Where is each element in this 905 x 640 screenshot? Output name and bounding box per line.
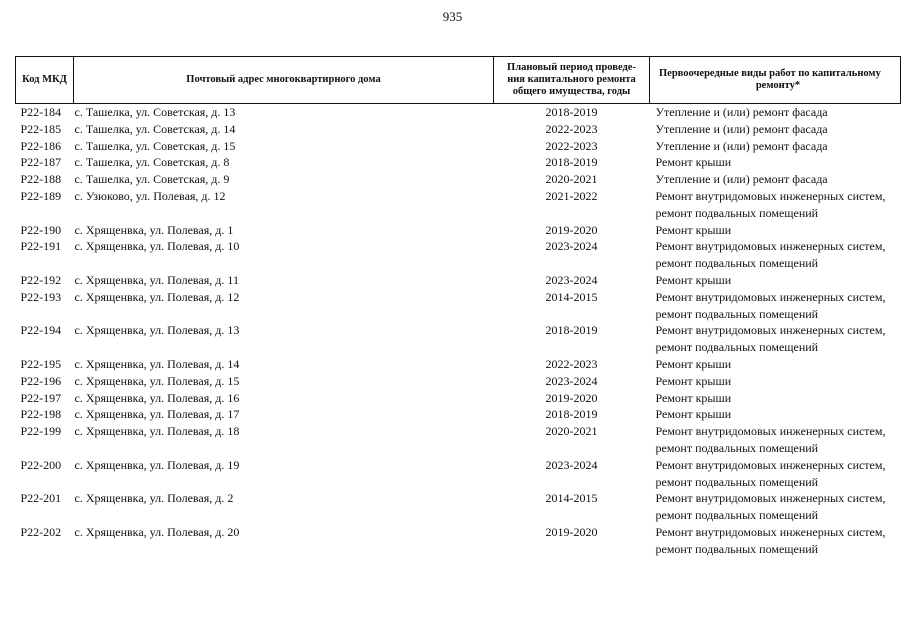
table-row	[16, 457, 901, 491]
row-period: 2019-2020	[545, 390, 598, 405]
row-works-line: Утепление и (или) ремонт фасада	[655, 121, 828, 136]
row-period: 2022-2023	[545, 121, 598, 136]
header-period-line: общего имущества, годы	[512, 86, 631, 97]
row-works-line: Ремонт внутридомовых инженерных систем,	[655, 424, 886, 439]
row-works-line: Ремонт внутридомовых инженерных систем,	[655, 491, 886, 506]
row-works	[650, 188, 901, 222]
header-period-line: Плановый период проведе-	[507, 62, 636, 73]
row-works	[650, 104, 901, 121]
table-row	[16, 222, 901, 239]
row-works-line: Ремонт крыши	[655, 390, 732, 405]
row-code: Р22-195	[20, 356, 62, 371]
row-works-line: Ремонт внутридомовых инженерных систем,	[655, 323, 886, 338]
table-row	[16, 423, 901, 457]
row-period: 2018-2019	[545, 105, 598, 119]
row-period: 2019-2020	[545, 524, 598, 539]
row-period: 2022-2023	[545, 356, 598, 371]
row-works	[650, 390, 901, 407]
row-works	[650, 356, 901, 373]
row-code: Р22-196	[20, 373, 62, 388]
row-works-line: ремонт подвальных помещений	[655, 508, 819, 523]
row-address: с. Хрященвка, ул. Полевая, д. 17	[74, 407, 240, 422]
table-row	[16, 104, 901, 121]
capital-repair-table	[15, 56, 901, 558]
row-works	[650, 138, 901, 155]
row-code: Р22-185	[20, 121, 62, 136]
row-address: с. Хрященвка, ул. Полевая, д. 2	[74, 491, 234, 506]
row-works-line: Утепление и (или) ремонт фасада	[655, 172, 828, 187]
row-code: Р22-188	[20, 172, 62, 187]
row-period: 2014-2015	[545, 289, 598, 304]
row-address: с. Хрященвка, ул. Полевая, д. 15	[74, 373, 240, 388]
row-code: Р22-189	[20, 188, 62, 203]
table-row	[16, 322, 901, 356]
row-works-line: Ремонт внутридомовых инженерных систем,	[655, 239, 886, 254]
row-code: Р22-192	[20, 272, 62, 287]
row-works-line: Ремонт крыши	[655, 155, 732, 170]
row-works	[650, 406, 901, 423]
table-row	[16, 138, 901, 155]
row-period: 2018-2019	[545, 323, 598, 338]
row-works-line: Ремонт внутридомовых инженерных систем,	[655, 457, 886, 472]
row-works	[650, 373, 901, 390]
row-address: с. Ташелка, ул. Советская, д. 14	[74, 121, 236, 136]
table-header	[16, 57, 901, 104]
row-works-line: ремонт подвальных помещений	[655, 205, 819, 220]
row-works	[650, 154, 901, 171]
row-works	[650, 524, 901, 558]
row-works	[650, 490, 901, 524]
row-works	[650, 423, 901, 457]
row-address: с. Хрященвка, ул. Полевая, д. 13	[74, 323, 240, 338]
row-address: с. Хрященвка, ул. Полевая, д. 20	[74, 524, 240, 539]
row-works	[650, 171, 901, 188]
row-works-line: Ремонт крыши	[655, 272, 732, 287]
row-code: Р22-190	[20, 222, 62, 237]
table-row	[16, 490, 901, 524]
row-code: Р22-197	[20, 390, 62, 405]
row-works-line: ремонт подвальных помещений	[655, 541, 819, 556]
header-works	[650, 57, 901, 104]
row-address: с. Хрященвка, ул. Полевая, д. 11	[74, 272, 239, 287]
row-code: Р22-191	[20, 239, 62, 254]
row-works	[650, 222, 901, 239]
row-address: с. Хрященвка, ул. Полевая, д. 1	[74, 222, 234, 237]
row-works-line: Ремонт крыши	[655, 356, 732, 371]
row-period: 2021-2022	[545, 188, 598, 203]
row-address: с. Хрященвка, ул. Полевая, д. 14	[74, 356, 240, 371]
row-period: 2022-2023	[545, 138, 598, 153]
table-row	[16, 154, 901, 171]
row-works	[650, 272, 901, 289]
row-code: Р22-200	[20, 457, 62, 472]
row-works-line: Ремонт крыши	[655, 222, 732, 237]
row-period: 2018-2019	[545, 407, 598, 422]
row-period: 2018-2019	[545, 155, 598, 170]
row-period: 2023-2024	[545, 457, 598, 472]
page-number: 935	[442, 9, 463, 24]
row-works-line: Ремонт крыши	[655, 407, 732, 422]
row-code: Р22-184	[20, 105, 62, 119]
row-code: Р22-194	[20, 323, 62, 338]
row-address: с. Хрященвка, ул. Полевая, д. 18	[74, 424, 240, 439]
row-period: 2020-2021	[545, 172, 598, 187]
row-works	[650, 457, 901, 491]
row-works-line: ремонт подвальных помещений	[655, 306, 819, 321]
row-works-line: Ремонт крыши	[655, 373, 732, 388]
row-works-line: ремонт подвальных помещений	[655, 256, 819, 271]
row-code: Р22-201	[20, 491, 62, 506]
row-works-line: ремонт подвальных помещений	[655, 474, 819, 489]
table-row	[16, 121, 901, 138]
row-code: Р22-198	[20, 407, 62, 422]
row-works	[650, 289, 901, 323]
row-code: Р22-193	[20, 289, 62, 304]
header-address: Почтовый адрес многоквартирного дома	[74, 57, 494, 104]
table-row	[16, 373, 901, 390]
row-address: с. Хрященвка, ул. Полевая, д. 12	[74, 289, 240, 304]
header-code: Код МКД	[16, 57, 74, 104]
row-address: с. Хрященвка, ул. Полевая, д. 10	[74, 239, 240, 254]
row-address: с. Узюково, ул. Полевая, д. 12	[74, 188, 226, 203]
table-body	[16, 104, 901, 558]
table-row	[16, 188, 901, 222]
table-row	[16, 238, 901, 272]
row-address: с. Ташелка, ул. Советская, д. 13	[74, 105, 236, 119]
row-code: Р22-187	[20, 155, 62, 170]
header-works-line: ремонту*	[755, 80, 801, 91]
row-period: 2023-2024	[545, 239, 598, 254]
header-period-line: ния капитального ремонта	[507, 74, 636, 85]
row-period: 2020-2021	[545, 424, 598, 439]
row-period: 2014-2015	[545, 491, 598, 506]
table-row	[16, 356, 901, 373]
row-works	[650, 121, 901, 138]
row-code: Р22-202	[20, 524, 62, 539]
row-works-line: Ремонт внутридомовых инженерных систем,	[655, 524, 886, 539]
row-period: 2019-2020	[545, 222, 598, 237]
row-code: Р22-199	[20, 424, 62, 439]
table-row	[16, 171, 901, 188]
row-works-line: ремонт подвальных помещений	[655, 340, 819, 355]
header-period	[494, 57, 650, 104]
row-works	[650, 238, 901, 272]
table-row	[16, 390, 901, 407]
row-period: 2023-2024	[545, 373, 598, 388]
table-row	[16, 289, 901, 323]
row-address: с. Ташелка, ул. Советская, д. 9	[74, 172, 230, 187]
row-works-line: Ремонт внутридомовых инженерных систем,	[655, 289, 886, 304]
row-works-line: Утепление и (или) ремонт фасада	[655, 138, 828, 153]
row-address: с. Хрященвка, ул. Полевая, д. 16	[74, 390, 240, 405]
row-works-line: Утепление и (или) ремонт фасада	[655, 105, 828, 119]
row-address: с. Ташелка, ул. Советская, д. 8	[74, 155, 230, 170]
table-row	[16, 272, 901, 289]
row-works-line: Ремонт внутридомовых инженерных систем,	[655, 188, 886, 203]
row-address: с. Ташелка, ул. Советская, д. 15	[74, 138, 236, 153]
table-row	[16, 524, 901, 558]
row-works	[650, 322, 901, 356]
table-row	[16, 406, 901, 423]
row-address: с. Хрященвка, ул. Полевая, д. 19	[74, 457, 240, 472]
row-works-line: ремонт подвальных помещений	[655, 440, 819, 455]
row-code: Р22-186	[20, 138, 62, 153]
row-period: 2023-2024	[545, 272, 598, 287]
header-works-line: Первоочередные виды работ по капитальному	[659, 68, 881, 79]
